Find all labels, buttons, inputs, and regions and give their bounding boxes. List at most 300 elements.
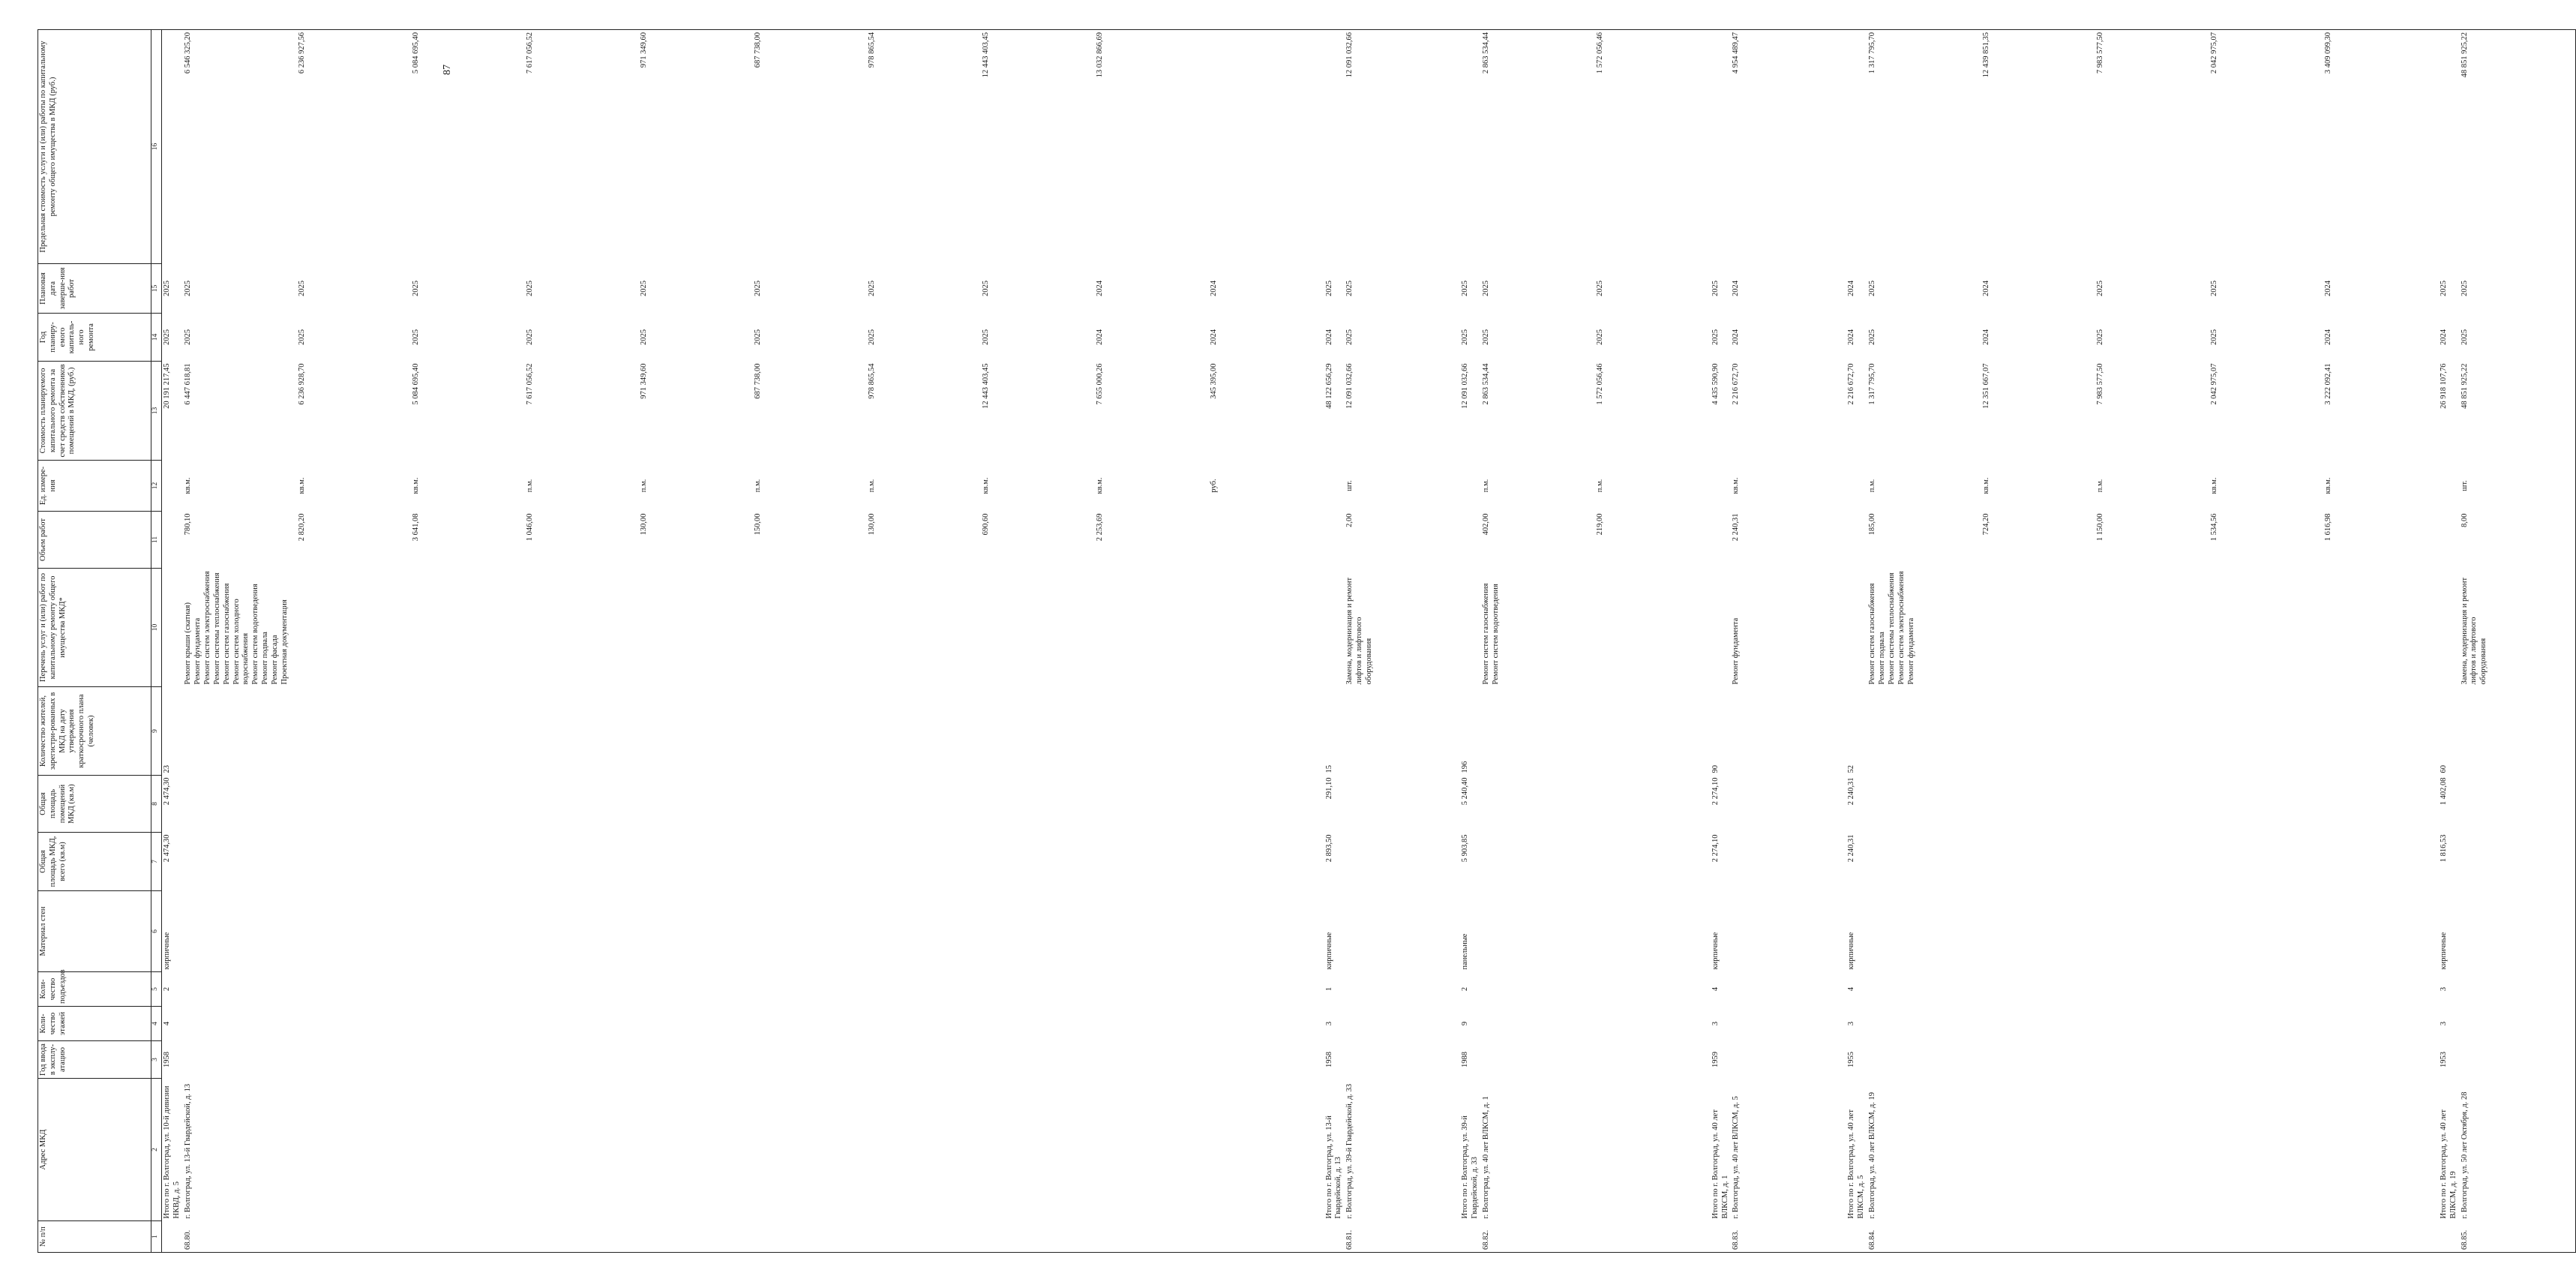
plan-year — [1345, 314, 1460, 362]
plan-year — [2439, 314, 2460, 362]
header-numbers-row — [151, 30, 162, 1253]
cost-line: 2 863 534,44 — [1481, 363, 1490, 405]
column-number-12: 12 — [151, 461, 162, 512]
total-area — [1345, 833, 1460, 891]
premises-area: 1 402,08 — [2439, 777, 2448, 806]
total-row — [1711, 30, 1732, 1253]
plan-year-line: 2025 — [1461, 329, 1470, 345]
completion-date-line: 2024 — [1209, 281, 1218, 296]
year-built: 1953 — [2439, 1052, 2448, 1067]
unit-line: п.м. — [1481, 479, 1490, 493]
column-number-1: 1 — [151, 1221, 162, 1253]
works-list-line: Замена, модернизация и ремонт лифтов и лифтового оборудования — [2460, 577, 2488, 685]
works-list-line: Ремонт системы теплоснабжения — [1887, 572, 1896, 685]
limit-cost — [1481, 30, 1711, 264]
premises-area: 2 274,10 — [1711, 777, 1720, 806]
works-list — [1345, 569, 1460, 687]
residents — [183, 687, 1324, 776]
plan-year-line: 2025 — [1345, 329, 1354, 345]
unit — [1324, 461, 1345, 512]
works-list-line: Ремонт фасада — [271, 635, 280, 685]
residents: 52 — [1847, 765, 1856, 773]
unit — [1481, 461, 1711, 512]
completion-date-line: 2025 — [183, 281, 192, 296]
work-volume — [1731, 512, 1846, 569]
page-number: 87 — [442, 65, 453, 75]
cost-line: 978 865,54 — [867, 363, 876, 399]
unit — [1345, 461, 1460, 512]
year-built — [1867, 1041, 2439, 1079]
total-area — [183, 833, 1324, 891]
plan-year-line: 2025 — [1595, 329, 1604, 345]
work-volume-line: 1 046,00 — [525, 513, 534, 542]
works-list — [1731, 569, 1846, 687]
work-volume — [1345, 512, 1460, 569]
completion-date — [1481, 264, 1711, 314]
limit-cost — [162, 30, 183, 264]
row-number: 68.82. — [1481, 1221, 1711, 1253]
cost-line: 3 222 092,41 — [2323, 363, 2332, 405]
completion-date-line: 2025 — [639, 281, 648, 296]
year-built: 1988 — [1461, 1052, 1470, 1067]
total-area — [1731, 833, 1846, 891]
repair-plan-table — [37, 29, 2576, 1253]
work-volume-line: 1 616,98 — [2323, 513, 2332, 542]
completion-date-line: 2025 — [2095, 281, 2104, 296]
works-list-line: Ремонт систем водоотведения — [251, 584, 260, 685]
cost-line: 20 191 217,45 — [163, 363, 171, 409]
cost — [183, 362, 1324, 461]
cost — [1867, 362, 2439, 461]
completion-date — [1345, 264, 1460, 314]
total-row — [1460, 30, 1481, 1253]
work-volume — [183, 512, 1324, 569]
plan-year-line: 2025 — [183, 329, 192, 345]
completion-date-line: 2025 — [411, 281, 420, 296]
plan-year-line: 2024 — [2439, 329, 2448, 345]
cost — [1345, 362, 1460, 461]
completion-date — [2460, 264, 2576, 314]
row-number: 68.83. — [1731, 1221, 1846, 1253]
floors: 9 — [1461, 1021, 1470, 1026]
unit — [1711, 461, 1732, 512]
works-list-line: Ремонт систем электроснабжения — [202, 571, 211, 685]
completion-date-line: 2024 — [1847, 281, 1856, 296]
cost — [1731, 362, 1846, 461]
completion-date-line: 2024 — [1095, 281, 1104, 296]
plan-year-line: 2024 — [1847, 329, 1856, 345]
limit-cost-line: 6 546 325,20 — [183, 32, 192, 74]
floors: 3 — [1324, 1021, 1333, 1026]
work-volume-line — [1210, 514, 1324, 566]
plan-year-line: 2025 — [2209, 329, 2218, 345]
cost-line: 7 617 056,52 — [525, 363, 534, 405]
limit-cost-line: 7 983 577,50 — [2095, 32, 2104, 74]
row-number: 68.81. — [1345, 1221, 1460, 1253]
unit-line: п.м. — [2095, 479, 2104, 493]
column-number-13: 13 — [151, 362, 162, 461]
limit-cost-line: 13 032 866,69 — [1095, 32, 1104, 78]
plan-year-line: 2025 — [639, 329, 648, 345]
column-header-8: Общая площадь помещений МКД (кв.м) — [38, 776, 151, 833]
cost-line: 12 091 032,66 — [1461, 363, 1470, 409]
column-header-7: Общая площадь МКД, всего (кв.м) — [38, 833, 151, 891]
limit-cost — [2439, 30, 2460, 264]
limit-cost-line — [1210, 32, 1324, 262]
work-volume-line: 2 240,31 — [1732, 513, 1741, 542]
completion-date-line: 2025 — [753, 281, 762, 296]
entrances — [1481, 972, 1711, 1007]
limit-cost — [1460, 30, 1481, 264]
row-number — [1711, 1221, 1732, 1253]
plan-year — [1867, 314, 2439, 362]
works-list — [2439, 569, 2460, 687]
completion-date — [1731, 264, 1846, 314]
row-number: 68.85. — [2460, 1221, 2576, 1253]
completion-date-line: 2025 — [1461, 281, 1470, 296]
limit-cost — [183, 30, 1324, 264]
address: г. Волгоград, ул. 40 лет ВЛКСМ, д. 5 — [1732, 1096, 1741, 1219]
completion-date-line: 2025 — [2439, 281, 2448, 296]
entrances — [1345, 972, 1460, 1007]
column-header-15: Плановая дата заверше-ния работ — [38, 264, 151, 314]
column-header-5: Коли-чество подъездов — [38, 972, 151, 1007]
unit — [1731, 461, 1846, 512]
completion-date-line: 2025 — [297, 281, 306, 296]
completion-date — [1711, 264, 1732, 314]
column-number-7: 7 — [151, 833, 162, 891]
cost-line: 12 443 403,45 — [981, 363, 990, 409]
premises-area — [1481, 776, 1711, 833]
completion-date-line: 2025 — [2209, 281, 2218, 296]
limit-cost-line: 978 865,54 — [867, 32, 876, 68]
year-built — [183, 1041, 1324, 1079]
premises-area — [1731, 776, 1846, 833]
works-list-line: Замена, модернизация и ремонт лифтов и лифтового оборудования — [1345, 577, 1373, 685]
plan-year-line: 2024 — [1324, 329, 1333, 345]
completion-date-line: 2025 — [1595, 281, 1604, 296]
limit-cost-line: 7 617 056,52 — [525, 32, 534, 74]
unit-line: кв.м. — [297, 477, 306, 494]
house-row — [1345, 30, 1460, 1253]
column-header-10: Перечень услуг и (или) работ по капитальному ремонту общего имущества МКД* — [38, 569, 151, 687]
house-row — [1481, 30, 1711, 1253]
plan-year-line: 2024 — [2323, 329, 2332, 345]
floors: 4 — [163, 1021, 171, 1026]
work-volume — [2439, 512, 2460, 569]
completion-date-line: 2025 — [1711, 281, 1720, 296]
work-volume-line: 690,60 — [981, 513, 990, 536]
work-volume-line: 3 641,08 — [411, 513, 420, 542]
wall-material — [1481, 891, 1711, 972]
column-number-14: 14 — [151, 314, 162, 362]
wall-material: кирпичные — [1847, 932, 1856, 970]
entrances: 1 — [1324, 986, 1333, 992]
residents — [1481, 687, 1711, 776]
limit-cost — [1846, 30, 1867, 264]
completion-date — [1846, 264, 1867, 314]
residents — [2460, 687, 2576, 776]
works-list — [1711, 569, 1732, 687]
completion-date — [2439, 264, 2460, 314]
floors: 3 — [1711, 1021, 1720, 1026]
cost — [1846, 362, 1867, 461]
completion-date — [1867, 264, 2439, 314]
residents: 60 — [2439, 765, 2448, 773]
total-area — [1867, 833, 2439, 891]
unit — [1846, 461, 1867, 512]
plan-year — [1711, 314, 1732, 362]
plan-year-line: 2024 — [1981, 329, 1990, 345]
year-built: 1959 — [1711, 1052, 1720, 1067]
plan-year-line: 2025 — [753, 329, 762, 345]
works-list-line: Ремонт систем водоотведения — [1491, 584, 1500, 685]
work-volume — [1867, 512, 2439, 569]
cost-line: 1 317 795,70 — [1867, 363, 1876, 405]
house-row — [2460, 30, 2576, 1253]
total-area: 2 240,31 — [1847, 834, 1856, 863]
cost — [1324, 362, 1345, 461]
work-volume — [162, 512, 183, 569]
total-area: 1 816,53 — [2439, 834, 2448, 863]
header-titles-row — [38, 30, 151, 1253]
cost — [162, 362, 183, 461]
limit-cost — [1711, 30, 1732, 264]
cost-line: 345 395,00 — [1209, 363, 1218, 399]
work-volume-line: 1 534,56 — [2209, 513, 2218, 542]
plan-year-line: 2025 — [525, 329, 534, 345]
unit-line: п.м. — [525, 479, 534, 493]
cost — [1460, 362, 1481, 461]
plan-year-line: 2025 — [1711, 329, 1720, 345]
address: г. Волгоград, ул. 50 лет Октября, д. 28 — [2460, 1079, 2576, 1221]
address: Итого по г. Волгоград, ул. 13-й Гвардейской, д. 13 — [1324, 1115, 1343, 1219]
house-row — [1731, 30, 1846, 1253]
unit — [183, 461, 1324, 512]
floors — [183, 1007, 1324, 1041]
completion-date-line: 2025 — [1324, 281, 1333, 296]
works-list-line: Ремонт систем электроснабжения — [1897, 571, 1906, 685]
work-volume-line: 130,00 — [639, 513, 648, 536]
row-number — [1846, 1221, 1867, 1253]
premises-area: 5 240,40 — [1461, 777, 1470, 806]
address: Итого по г. Волгоград, ул. 40 лет ВЛКСМ, д. 5 — [1847, 1109, 1866, 1219]
work-volume — [1324, 512, 1345, 569]
residents: 196 — [1461, 761, 1470, 773]
column-header-9: Количество жителей, зарегистри-рованных в МКД на дату утверждения краткосрочного плана (человек) — [38, 687, 151, 776]
cost-line: 687 738,00 — [753, 363, 762, 399]
cost — [1711, 362, 1732, 461]
unit-line: п.м. — [1867, 479, 1876, 493]
plan-year-line: 2025 — [2460, 329, 2469, 345]
works-list — [1460, 569, 1481, 687]
entrances: 4 — [1847, 986, 1856, 992]
address: г. Волгоград, ул. 40 лет ВЛКСМ, д. 1 — [1481, 1096, 1490, 1219]
limit-cost-line: 6 236 927,56 — [297, 32, 306, 74]
unit-line: шт. — [2460, 480, 2469, 491]
entrances: 2 — [163, 986, 171, 992]
premises-area — [1345, 776, 1460, 833]
works-list-line: Ремонт крыши (скатная) — [183, 602, 192, 685]
limit-cost — [1345, 30, 1460, 264]
completion-date — [1324, 264, 1345, 314]
address: Итого по г. Волгоград, ул. 40 лет ВЛКСМ, д. 1 — [1711, 1109, 1729, 1219]
entrances: 4 — [1711, 986, 1720, 992]
year-built: 1958 — [163, 1052, 171, 1067]
entrances — [2460, 972, 2576, 1007]
unit-line: п.м. — [639, 479, 648, 493]
limit-cost — [2460, 30, 2576, 264]
limit-cost-line: 1 317 795,70 — [1867, 32, 1876, 74]
address: г. Волгоград, ул. 39-й Гвардейской, д. 33 — [1345, 1083, 1354, 1219]
column-number-15: 15 — [151, 264, 162, 314]
residents: 15 — [1324, 765, 1333, 773]
limit-cost-line: 2 863 534,44 — [1481, 32, 1490, 74]
works-list — [1867, 569, 2439, 687]
column-number-9: 9 — [151, 687, 162, 776]
limit-cost-line: 687 738,00 — [753, 32, 762, 68]
column-header-12: Ед. измере-ния — [38, 461, 151, 512]
unit — [1867, 461, 2439, 512]
row-number: 68.84. — [1867, 1221, 2439, 1253]
plan-year-line: 2025 — [1867, 329, 1876, 345]
plan-year-line: 2025 — [981, 329, 990, 345]
entrances: 2 — [1461, 986, 1470, 992]
cost-line: 2 042 975,07 — [2209, 363, 2218, 405]
completion-date-line: 2025 — [981, 281, 990, 296]
column-number-10: 10 — [151, 569, 162, 687]
works-list-line: Ремонт фундамента — [1906, 617, 1915, 685]
wall-material — [1731, 891, 1846, 972]
column-header-6: Материал стен — [38, 891, 151, 972]
total-row — [162, 30, 183, 1253]
plan-year-line: 2025 — [867, 329, 876, 345]
residents — [1345, 687, 1460, 776]
premises-area — [183, 776, 1324, 833]
work-volume-line: 8,00 — [2460, 513, 2469, 527]
column-header-11: Объем работ — [38, 512, 151, 569]
limit-cost — [1324, 30, 1345, 264]
entrances: 3 — [2439, 986, 2448, 992]
completion-date-line: 2025 — [867, 281, 876, 296]
entrances — [1731, 972, 1846, 1007]
cost-line: 6 236 928,70 — [297, 363, 306, 405]
cost-line: 2 216 672,70 — [1732, 363, 1741, 405]
completion-date-line: 2025 — [2460, 281, 2469, 296]
unit-line: кв.м. — [1095, 477, 1104, 494]
total-area: 2 274,10 — [1711, 834, 1720, 863]
plan-year-line: 2025 — [163, 329, 171, 345]
premises-area: 2 240,31 — [1847, 777, 1856, 806]
entrances — [1867, 972, 2439, 1007]
unit-line: кв.м. — [2323, 477, 2332, 494]
limit-cost — [1731, 30, 1846, 264]
column-header-1: № п/п — [38, 1221, 151, 1253]
cost-line: 26 918 107,76 — [2439, 363, 2448, 409]
column-number-11: 11 — [151, 512, 162, 569]
cost-line: 12 351 667,07 — [1981, 363, 1990, 409]
limit-cost-line: 12 439 851,35 — [1981, 32, 1990, 78]
work-volume-line: 219,00 — [1595, 513, 1604, 536]
limit-cost-line: 1 572 056,46 — [1595, 32, 1604, 74]
unit-line: п.м. — [867, 479, 876, 493]
total-row — [1846, 30, 1867, 1253]
plan-year — [183, 314, 1324, 362]
works-list-line: Ремонт систем газоснабжения — [222, 583, 231, 685]
wall-material: кирпичные — [163, 932, 171, 970]
works-list — [1481, 569, 1711, 687]
works-list-line: Ремонт фундамента — [1732, 617, 1741, 685]
row-number: 68.80. — [183, 1221, 1324, 1253]
wall-material — [2460, 891, 2576, 972]
completion-date-line: 2025 — [1345, 281, 1354, 296]
wall-material: кирпичные — [1324, 932, 1333, 970]
entrances — [183, 972, 1324, 1007]
house-row — [1867, 30, 2439, 1253]
residents: 23 — [163, 765, 171, 773]
limit-cost-line: 3 409 099,30 — [2323, 32, 2332, 74]
unit — [2439, 461, 2460, 512]
column-number-3: 3 — [151, 1041, 162, 1079]
plan-year-line: 2025 — [411, 329, 420, 345]
rotated-table-wrapper — [37, 30, 2488, 1253]
works-list — [183, 569, 1324, 687]
wall-material: панельные — [1461, 933, 1470, 970]
row-number — [2439, 1221, 2460, 1253]
premises-area — [1867, 776, 2439, 833]
work-volume — [1711, 512, 1732, 569]
floors — [1731, 1007, 1846, 1041]
work-volume — [1846, 512, 1867, 569]
cost — [1481, 362, 1711, 461]
unit-line: кв.м. — [411, 477, 420, 494]
unit-line: руб. — [1209, 479, 1218, 493]
cost-line: 5 084 695,40 — [411, 363, 420, 405]
cost-line: 971 349,60 — [639, 363, 648, 399]
plan-year-line: 2024 — [1095, 329, 1104, 345]
completion-date-line: 2025 — [1867, 281, 1876, 296]
plan-year — [1846, 314, 1867, 362]
completion-date-line: 2025 — [525, 281, 534, 296]
plan-year-line: 2024 — [1732, 329, 1741, 345]
unit-line: кв.м. — [2209, 477, 2218, 494]
completion-date-line: 2025 — [163, 281, 171, 296]
wall-material: кирпичные — [1711, 932, 1720, 970]
work-volume-line: 130,00 — [867, 513, 876, 536]
document-sheet — [37, 30, 2488, 1253]
completion-date-line: 2024 — [1981, 281, 1990, 296]
plan-year — [1731, 314, 1846, 362]
column-number-2: 2 — [151, 1079, 162, 1221]
total-area: 2 893,50 — [1324, 834, 1333, 863]
residents — [1867, 687, 2439, 776]
unit — [2460, 461, 2576, 512]
row-number — [1460, 1221, 1481, 1253]
cost-line: 7 983 577,50 — [2095, 363, 2104, 405]
address: г. Волгоград, ул. 40 лет ВЛКСМ, д. 19 — [1867, 1092, 1876, 1219]
unit — [162, 461, 183, 512]
limit-cost-line: 12 443 403,45 — [981, 32, 990, 78]
works-list-line: Ремонт системы теплоснабжения — [212, 572, 221, 685]
unit-line: п.м. — [753, 479, 762, 493]
cost-line: 1 572 056,46 — [1595, 363, 1604, 405]
work-volume-line: 1 150,00 — [2095, 513, 2104, 542]
column-header-16: Предельная стоимость услуги и (или) работы по капитальному ремонту общего имущества в МКД (руб.) — [38, 30, 151, 264]
works-list — [1846, 569, 1867, 687]
premises-area: 291,10 — [1324, 777, 1333, 800]
total-area — [2460, 833, 2576, 891]
cost-line: 12 091 032,66 — [1345, 363, 1354, 409]
